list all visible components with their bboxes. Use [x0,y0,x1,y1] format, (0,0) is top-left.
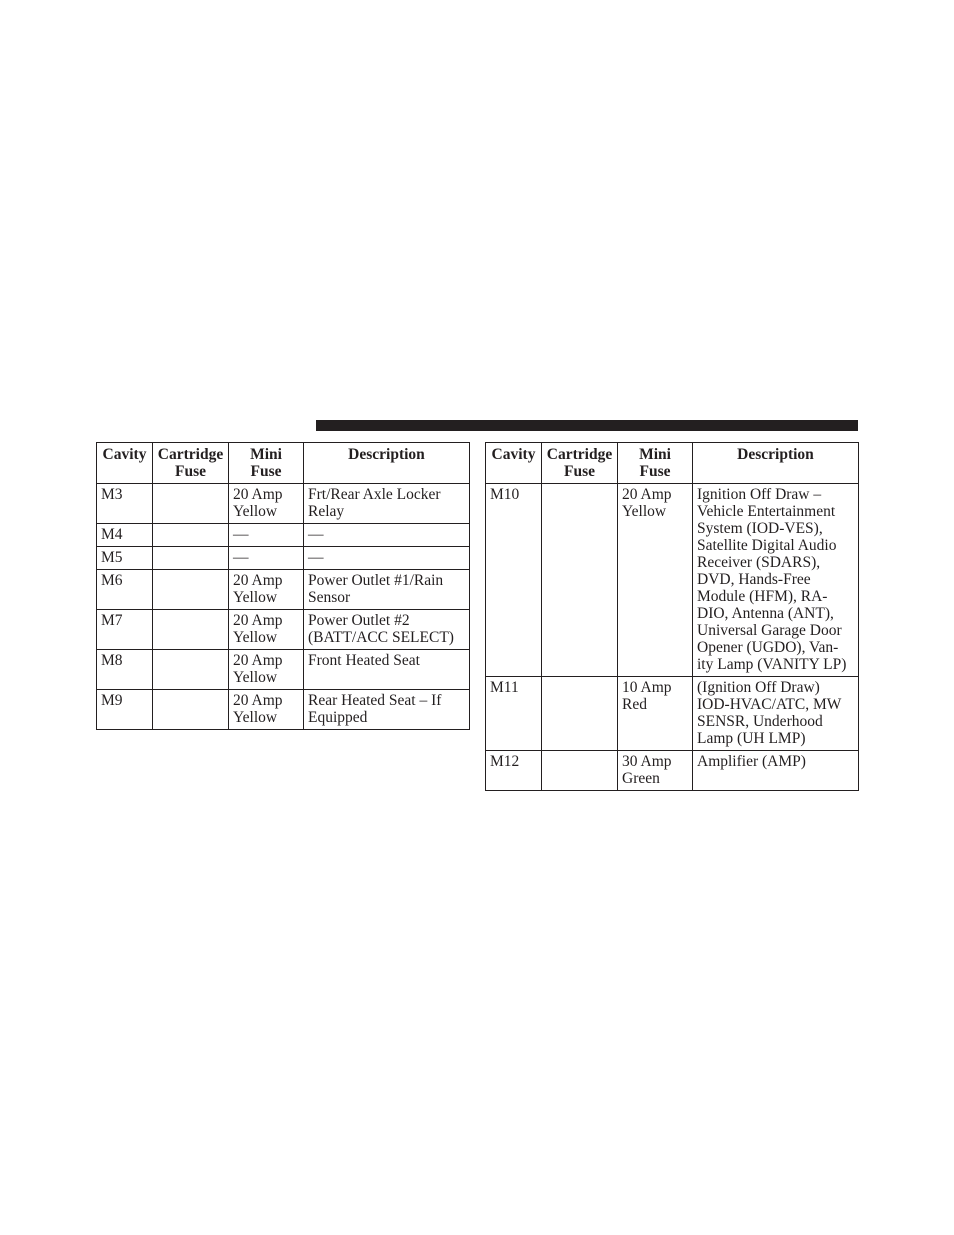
cartridge-cell [153,547,229,570]
cavity-cell: M5 [97,547,153,570]
table-row [97,547,470,570]
cavity-cell: M12 [486,751,542,791]
cavity-cell: M3 [97,484,153,524]
table-row [97,524,470,547]
fuse-table-right [485,442,859,791]
cartridge-cell [542,751,618,791]
table-row [97,690,470,730]
description-cell: Front Heated Seat [304,650,470,690]
table-row [97,610,470,650]
mini-fuse-cell: 30 Amp Green [618,751,693,791]
cavity-cell: M8 [97,650,153,690]
mini-fuse-cell: 20 Amp Yellow [229,650,304,690]
description-cell: — [304,547,470,570]
section-header-bar [316,420,858,431]
mini-fuse-cell: — [229,547,304,570]
table-header-row [97,443,470,484]
header-cavity: Cavity [486,443,542,484]
cartridge-cell [153,650,229,690]
cartridge-cell [542,677,618,751]
cavity-cell: M9 [97,690,153,730]
cavity-cell: M10 [486,484,542,677]
table-row [486,677,859,751]
header-cartridge-fuse: Cartridge Fuse [542,443,618,484]
mini-fuse-cell: 10 Amp Red [618,677,693,751]
fuse-table-left [96,442,470,730]
mini-fuse-cell: 20 Amp Yellow [229,570,304,610]
header-description: Description [693,443,859,484]
cavity-cell: M11 [486,677,542,751]
description-cell: Ignition Off Draw – Vehicle Entertainment System (IOD-VES), Satellite Digital Audio Receiver (SDARS), DVD, Hands-Free Module (HFM), RA- DIO, Antenna (ANT), Universal Garage Door Opener (UGDO), Van- ity Lamp (VANITY LP) [693,484,859,677]
header-cavity: Cavity [97,443,153,484]
header-cartridge-fuse: Cartridge Fuse [153,443,229,484]
mini-fuse-cell: 20 Amp Yellow [229,690,304,730]
table-row [486,484,859,677]
description-cell: Power Outlet #2 (BATT/ACC SELECT) [304,610,470,650]
table-header-row [486,443,859,484]
mini-fuse-cell: 20 Amp Yellow [229,610,304,650]
header-description: Description [304,443,470,484]
description-cell: Amplifier (AMP) [693,751,859,791]
cavity-cell: M7 [97,610,153,650]
cartridge-cell [153,610,229,650]
cartridge-cell [153,690,229,730]
cavity-cell: M6 [97,570,153,610]
description-cell: Power Outlet #1/Rain Sensor [304,570,470,610]
header-mini-fuse: Mini Fuse [618,443,693,484]
description-cell: (Ignition Off Draw) IOD-HVAC/ATC, MW SENSR, Underhood Lamp (UH LMP) [693,677,859,751]
mini-fuse-cell: — [229,524,304,547]
description-cell: Rear Heated Seat – If Equipped [304,690,470,730]
table-row [97,570,470,610]
description-cell: Frt/Rear Axle Locker Relay [304,484,470,524]
table-row [97,650,470,690]
mini-fuse-cell: 20 Amp Yellow [229,484,304,524]
table-row [486,751,859,791]
header-mini-fuse: Mini Fuse [229,443,304,484]
table-row [97,484,470,524]
cartridge-cell [153,524,229,547]
cartridge-cell [542,484,618,677]
cartridge-cell [153,484,229,524]
cavity-cell: M4 [97,524,153,547]
description-cell: — [304,524,470,547]
cartridge-cell [153,570,229,610]
mini-fuse-cell: 20 Amp Yellow [618,484,693,677]
